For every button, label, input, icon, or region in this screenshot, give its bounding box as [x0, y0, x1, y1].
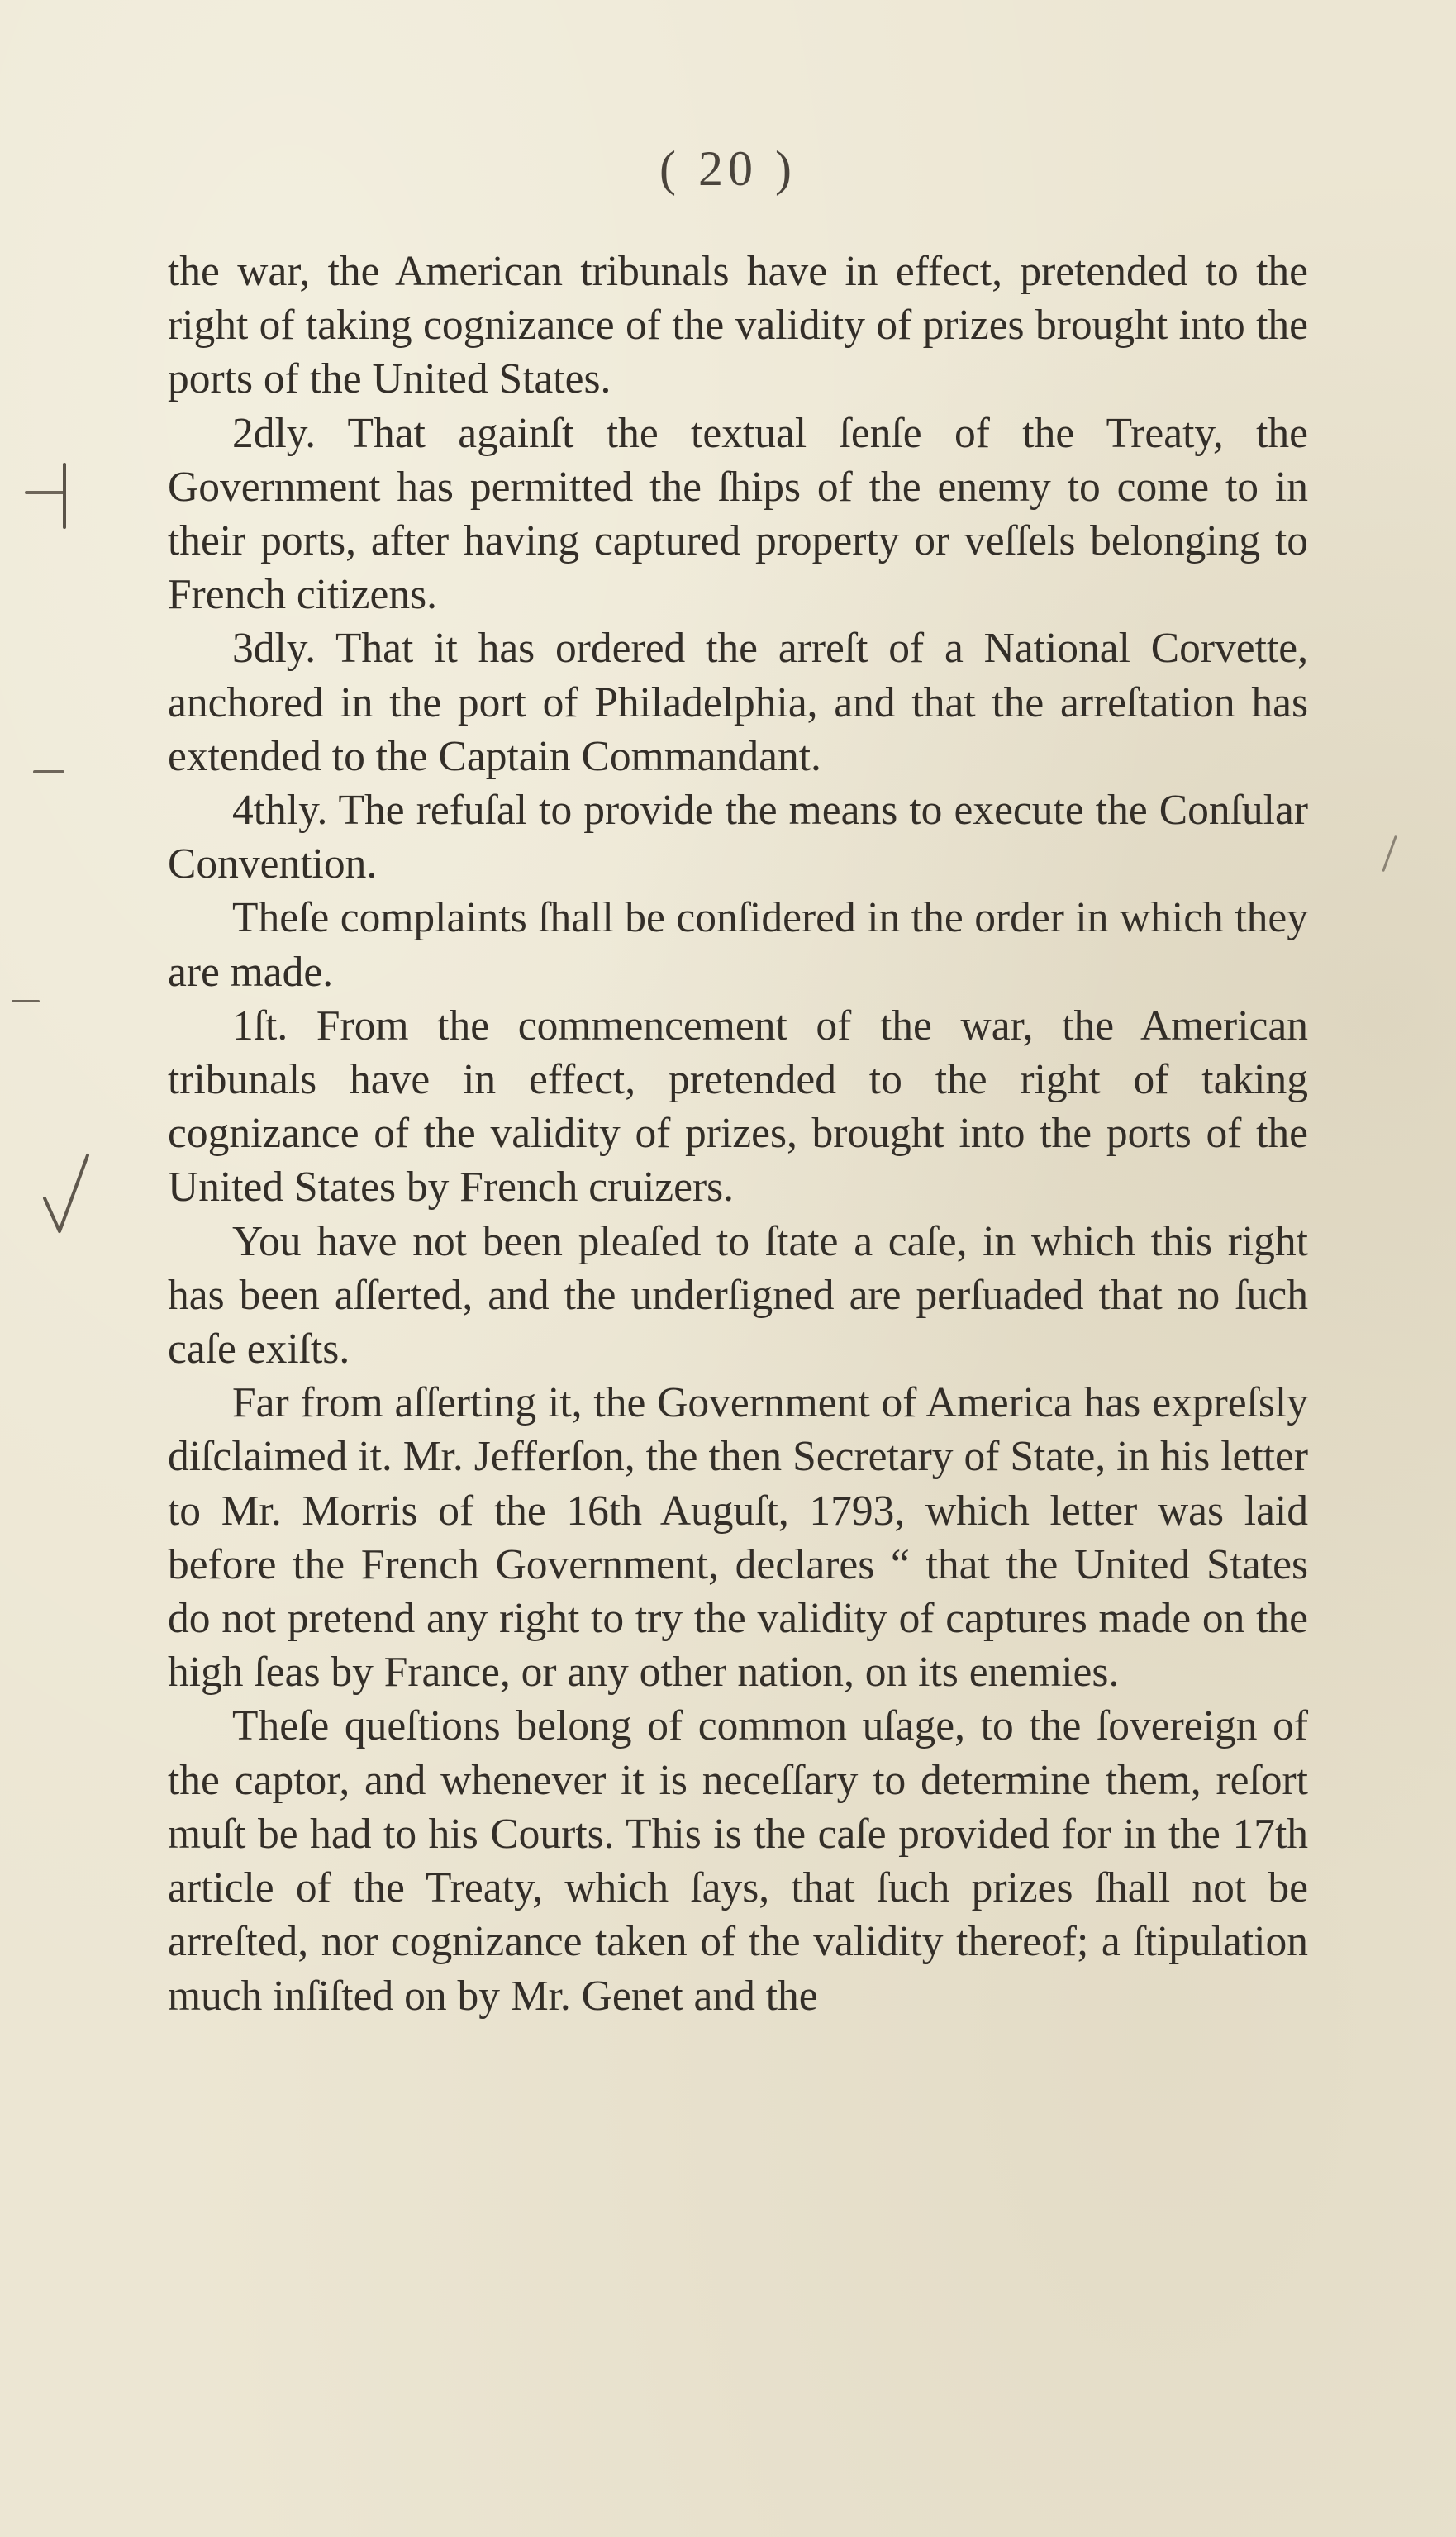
paragraph: 1ſt. From the commencement of the war, the American tribunals have in effect, pretended to the right of taking cognizance of the validity of prizes, brought into the ports of the United States by French cruizers. [168, 1002, 1308, 1211]
page-number: ( 20 ) [659, 141, 797, 196]
paragraph: Far from aſſerting it, the Government of America has expreſsly diſclaimed it. Mr. Jefferſon, the then Secretary of State, in his letter to Mr. Morris of the 16th Auguſt, 1793, which letter was laid before the French Government, declares “ that the United States do not pretend any right to try the validity of captures made on the high ſeas by France, or any other nation, on its enemies. [168, 1379, 1308, 1697]
margin-mark-dash [33, 770, 64, 773]
paragraph: Theſe complaints ſhall be conſidered in the order in which they are made. [168, 894, 1308, 996]
margin-mark-dash [25, 491, 66, 494]
check-mark-icon [41, 1149, 91, 1240]
margin-mark-bar [1382, 835, 1397, 872]
paragraph: 2dly. That againſt the textual ſenſe of the Treaty, the Government has permitted the ſhips of the enemy to come to in their ports, after having captured property or veſſels belonging to French citizens. [168, 409, 1308, 619]
body-text [168, 245, 1308, 2023]
paragraph: You have not been pleaſed to ſtate a caſe, in which this right has been aſſerted, and the underſigned are perſuaded that no ſuch caſe exiſts. [168, 1217, 1308, 1373]
paragraph: the war, the American tribunals have in effect, pretended to the right of taking cognizance of the validity of prizes brought into the ports of the United States. [168, 248, 1308, 403]
margin-mark-bar [63, 463, 66, 529]
paragraph: Theſe queſtions belong of common uſage, to the ſovereign of the captor, and whenever it is neceſſary to determine them, reſort muſt be had to his Courts. This is the caſe provided for in the 17th article of the Treaty, which ſays, that ſuch prizes ſhall not be arreſted, nor cognizance taken of the validity thereof; a ſtipulation much inſiſted on by Mr. Genet and the [168, 1702, 1308, 2020]
paragraph: 4thly. The refuſal to provide the means to execute the Conſular Convention. [168, 787, 1308, 888]
margin-mark-dash [12, 1000, 40, 1002]
paragraph: 3dly. That it has ordered the arreſt of a National Corvette, anchored in the port of Philadelphia, and that the arreſtation has extended to the Captain Commandant. [168, 625, 1308, 780]
